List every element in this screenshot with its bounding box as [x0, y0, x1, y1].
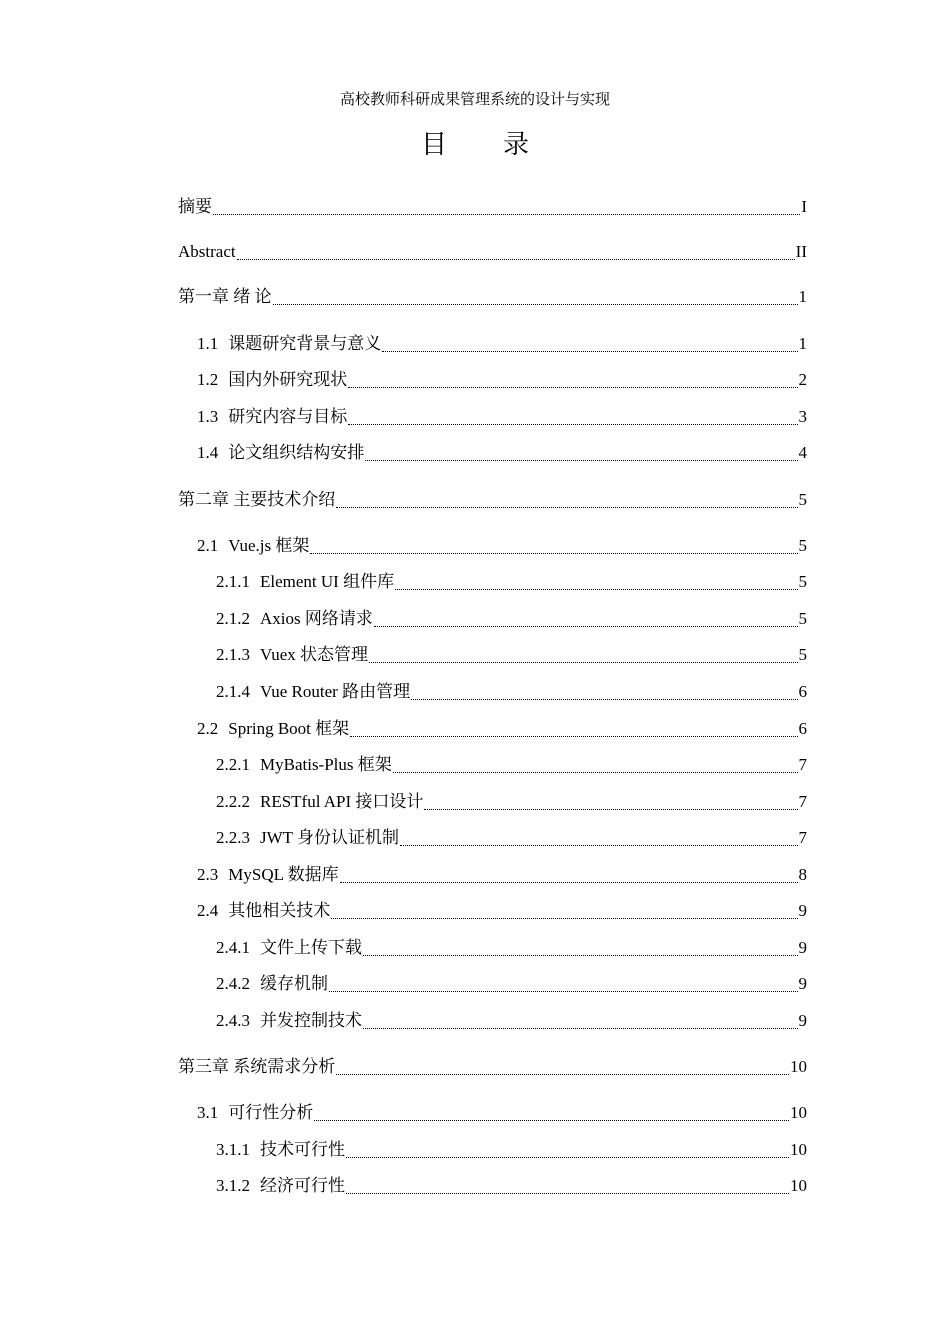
toc-entry-number: 3.1 — [197, 1103, 219, 1122]
toc-entry-title: 第二章 主要技术介绍 — [178, 490, 336, 509]
dot-leader — [314, 1119, 789, 1121]
toc-entry-title: JWT 身份认证机制 — [260, 828, 399, 847]
dot-leader — [340, 881, 798, 883]
toc-entry-title: Vue.js 框架 — [228, 536, 310, 555]
toc-entry-page: 10 — [790, 1176, 807, 1195]
toc-entry[interactable] — [197, 368, 807, 392]
toc-entry-number: 3.1.1 — [216, 1140, 250, 1159]
toc-entry-page: 6 — [798, 682, 807, 701]
toc-entry-number: 1.4 — [197, 443, 219, 462]
toc-entry-page: 5 — [798, 490, 807, 509]
toc-entry-title: 技术可行性 — [260, 1140, 345, 1159]
toc-entry-title: Vuex 状态管理 — [260, 645, 369, 664]
toc-entry-number: 2.1.2 — [216, 609, 250, 628]
toc-entry-page: 10 — [790, 1140, 807, 1159]
toc-entry-number: 3.1.2 — [216, 1176, 250, 1195]
toc-entry-number: 2.3 — [197, 865, 219, 884]
toc-entry-title: Spring Boot 框架 — [228, 719, 350, 738]
dot-leader — [374, 625, 798, 627]
toc-entry-number: 2.2 — [197, 719, 219, 738]
toc-entry[interactable] — [178, 488, 807, 512]
toc-entry-page: 7 — [798, 828, 807, 847]
toc-entry-page: 9 — [798, 974, 807, 993]
toc-entry-number: 1.3 — [197, 407, 219, 426]
toc-entry[interactable] — [197, 332, 807, 356]
toc-entry-page: 10 — [790, 1057, 807, 1076]
toc-entry-page: 5 — [798, 645, 807, 664]
toc-entry-title: 国内外研究现状 — [228, 370, 348, 389]
dot-leader — [424, 808, 797, 810]
toc-entry-title: Abstract — [178, 242, 236, 261]
dot-leader — [369, 661, 797, 663]
toc-entry[interactable] — [216, 936, 807, 960]
toc-entry-title: 第三章 系统需求分析 — [178, 1057, 336, 1076]
toc-entry-page: 5 — [798, 536, 807, 555]
dot-leader — [336, 506, 797, 508]
toc-entry[interactable] — [216, 1009, 807, 1033]
toc-entry-page: 5 — [798, 609, 807, 628]
toc-entry-title: 经济可行性 — [260, 1176, 345, 1195]
toc-entry-page: 8 — [798, 865, 807, 884]
toc-entry[interactable] — [197, 863, 807, 887]
toc-entry-number: 2.1.3 — [216, 645, 250, 664]
dot-leader — [365, 459, 797, 461]
toc-entry-title: MySQL 数据库 — [228, 865, 339, 884]
dot-leader — [363, 1027, 798, 1029]
dot-leader — [350, 735, 797, 737]
running-header: 高校教师科研成果管理系统的设计与实现 — [339, 92, 610, 108]
toc-entry-number: 1.1 — [197, 334, 219, 353]
toc-entry[interactable] — [197, 1101, 807, 1125]
toc-entry-page: 10 — [790, 1103, 807, 1122]
dot-leader — [331, 917, 797, 919]
toc-entry[interactable] — [197, 717, 807, 741]
toc-entry-number: 2.1.1 — [216, 572, 250, 591]
toc-entry[interactable] — [216, 826, 807, 850]
toc-entry[interactable] — [178, 1055, 807, 1079]
dot-leader — [346, 1156, 789, 1158]
toc-title-char: 录 — [503, 130, 530, 159]
dot-leader — [348, 423, 797, 425]
dot-leader — [348, 386, 797, 388]
dot-leader — [273, 303, 798, 305]
toc-entry[interactable] — [197, 534, 807, 558]
toc-entry[interactable] — [216, 972, 807, 996]
toc-entry-title: Axios 网络请求 — [260, 609, 373, 628]
toc-entry[interactable] — [216, 790, 807, 814]
toc-entry[interactable] — [178, 240, 807, 264]
toc-entry[interactable] — [178, 285, 807, 309]
toc-entry-title: 并发控制技术 — [260, 1011, 362, 1030]
toc-entry-number: 1.2 — [197, 370, 219, 389]
toc-entry-number: 2.2.1 — [216, 755, 250, 774]
toc-entry-number: 2.2.3 — [216, 828, 250, 847]
toc-entry-title: 论文组织结构安排 — [228, 443, 365, 462]
toc-entry[interactable] — [197, 899, 807, 923]
toc-entry-number: 2.4.2 — [216, 974, 250, 993]
dot-leader — [395, 588, 797, 590]
toc-entry-page: 7 — [798, 792, 807, 811]
dot-leader — [329, 990, 798, 992]
dot-leader — [393, 771, 798, 773]
dot-leader — [336, 1073, 789, 1075]
toc-entry-number: 2.4.1 — [216, 938, 250, 957]
toc-entry[interactable] — [216, 1174, 807, 1198]
toc-entry-page: 5 — [798, 572, 807, 591]
dot-leader — [382, 350, 797, 352]
toc-entry-page: 9 — [798, 938, 807, 957]
toc-entry-number: 2.4 — [197, 901, 219, 920]
toc-entry-page: 9 — [798, 1011, 807, 1030]
toc-entry[interactable] — [216, 607, 807, 631]
toc-entry-page: 1 — [798, 287, 807, 306]
toc-entry-number: 2.4.3 — [216, 1011, 250, 1030]
toc-entry-title: RESTful API 接口设计 — [260, 792, 424, 811]
toc-entry[interactable] — [216, 753, 807, 777]
toc-entry-page: 4 — [798, 443, 807, 462]
toc-entry-page: 2 — [798, 370, 807, 389]
toc-title-char: 目 — [420, 130, 447, 159]
toc-entry-title: Element UI 组件库 — [260, 572, 395, 591]
toc-entry[interactable] — [216, 643, 807, 667]
toc-entry-title: 可行性分析 — [228, 1103, 314, 1122]
toc-entry-title: 摘要 — [178, 197, 212, 216]
toc-entry[interactable] — [197, 441, 807, 465]
dot-leader — [400, 844, 798, 846]
toc-entry[interactable] — [178, 195, 807, 219]
toc-entry-title: 课题研究背景与意义 — [228, 334, 382, 353]
toc-entry[interactable] — [216, 570, 807, 594]
toc-title — [0, 128, 950, 162]
toc-entry-page: 6 — [798, 719, 807, 738]
toc-entry-number: 2.1.4 — [216, 682, 250, 701]
toc-entry-title: Vue Router 路由管理 — [260, 682, 411, 701]
toc-entry-number: 2.1 — [197, 536, 219, 555]
toc-entry-page: 1 — [798, 334, 807, 353]
toc-entry-number: 2.2.2 — [216, 792, 250, 811]
dot-leader — [346, 1192, 789, 1194]
dot-leader — [310, 552, 797, 554]
dot-leader — [237, 258, 795, 260]
dot-leader — [363, 954, 798, 956]
toc-entry[interactable] — [216, 680, 807, 704]
toc-entry-title: MyBatis-Plus 框架 — [260, 755, 392, 774]
toc-entry-page: 9 — [798, 901, 807, 920]
dot-leader — [411, 698, 797, 700]
toc-entry[interactable] — [216, 1138, 807, 1162]
toc-entry-title: 文件上传下载 — [260, 938, 362, 957]
toc-entry-page: 7 — [798, 755, 807, 774]
toc-entry-title: 其他相关技术 — [228, 901, 331, 920]
toc-entry-title: 第一章 绪 论 — [178, 287, 272, 306]
toc-entry-title: 研究内容与目标 — [228, 407, 348, 426]
dot-leader — [213, 213, 800, 215]
toc-entry-title: 缓存机制 — [260, 974, 328, 993]
toc-entry[interactable] — [197, 405, 807, 429]
toc-entry-page: 3 — [798, 407, 807, 426]
toc-entry-page: II — [795, 242, 807, 261]
toc-entry-page: I — [801, 197, 807, 216]
